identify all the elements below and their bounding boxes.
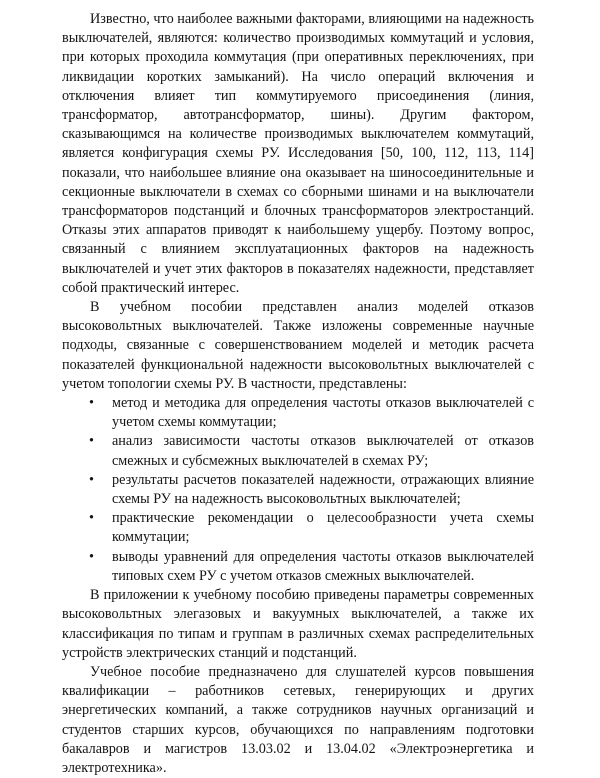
list-item-text: метод и методика для определения частоты отказов выключателей с учетом схемы коммутации; [112,395,534,431]
overview-paragraph: В учебном пособии представлен анализ моделей отказов высоковольтных выключателей. Также изложены современные научные подходы, связанные с совершенствованием моделей и методик расчета показателей функциональной надежности высоковольтных выключателей с учетом топологии схемы РУ. В частности, представлены: [62,299,534,392]
list-item [62,432,534,470]
list-item [62,548,534,586]
list-item-text: выводы уравнений для определения частоты отказов выключателей типовых схем РУ с учетом отказов смежных выключателей. [112,548,534,584]
intro-paragraph: Известно, что наиболее важными факторами, влияющими на надежность выключателей, являются: количество производимых коммутаций и условия, при которых проходила коммутация (при оперативных переключениях, при ликвидации коротких замыканий). На число операций включения и отключения влияет тип коммутируемого присоединения (линия, трансформатор, автотрансформатор, шины). Другим фактором, сказывающимся на количестве производимых выключателем коммутаций, является конфигурация схемы РУ. Исследования [50, 100, 112, 113, 114] показали, что наибольшее влияние она оказывает на шиносоединительные и секционные выключатели в схемах со сборными шинами и на выключатели трансформаторов подстанций и блочных трансформаторов электростанций. Отказы этих аппаратов приводят к наибольшему ущербу. Поэтому вопрос, связанный с влиянием эксплуатационных факторов на надежность выключателей и учет этих факторов в показателях надежности, представляет собой практический интерес. [62,11,534,296]
bullet-icon: • [89,433,94,450]
bullet-icon: • [89,395,94,412]
findings-list [62,394,534,586]
list-item [62,509,534,547]
appendix-paragraph: В приложении к учебному пособию приведены параметры современных высоковольтных элегазовых и вакуумных выключателей, а также их классификация по типам и группам в различных схемах распределительных устройств электрических станций и подстанций. [62,587,534,661]
bullet-icon: • [89,548,94,565]
list-item [62,471,534,509]
bullet-icon: • [89,471,94,488]
list-item [62,394,534,432]
list-item-text: анализ зависимости частоты отказов выключателей от отказов смежных и субсмежных выключателей в схемах РУ; [112,433,534,469]
list-item-text: результаты расчетов показателей надежности, отражающих влияние схемы РУ на надежность высоковольтных выключателей; [112,471,534,508]
list-item-text: практические рекомендации о целесообразности учета схемы коммутации; [112,510,534,546]
audience-paragraph: Учебное пособие предназначено для слушателей курсов повышения квалификации – работников сетевых, генерирующих и других энергетических компаний, а также сотрудников научных организаций и студентов старших курсов, обучающихся по направлениям подготовки бакалавров и магистров 13.03.02 и 13.04.02 «Электроэнергетика и электротехника». [62,663,534,776]
bullet-icon: • [89,510,94,527]
